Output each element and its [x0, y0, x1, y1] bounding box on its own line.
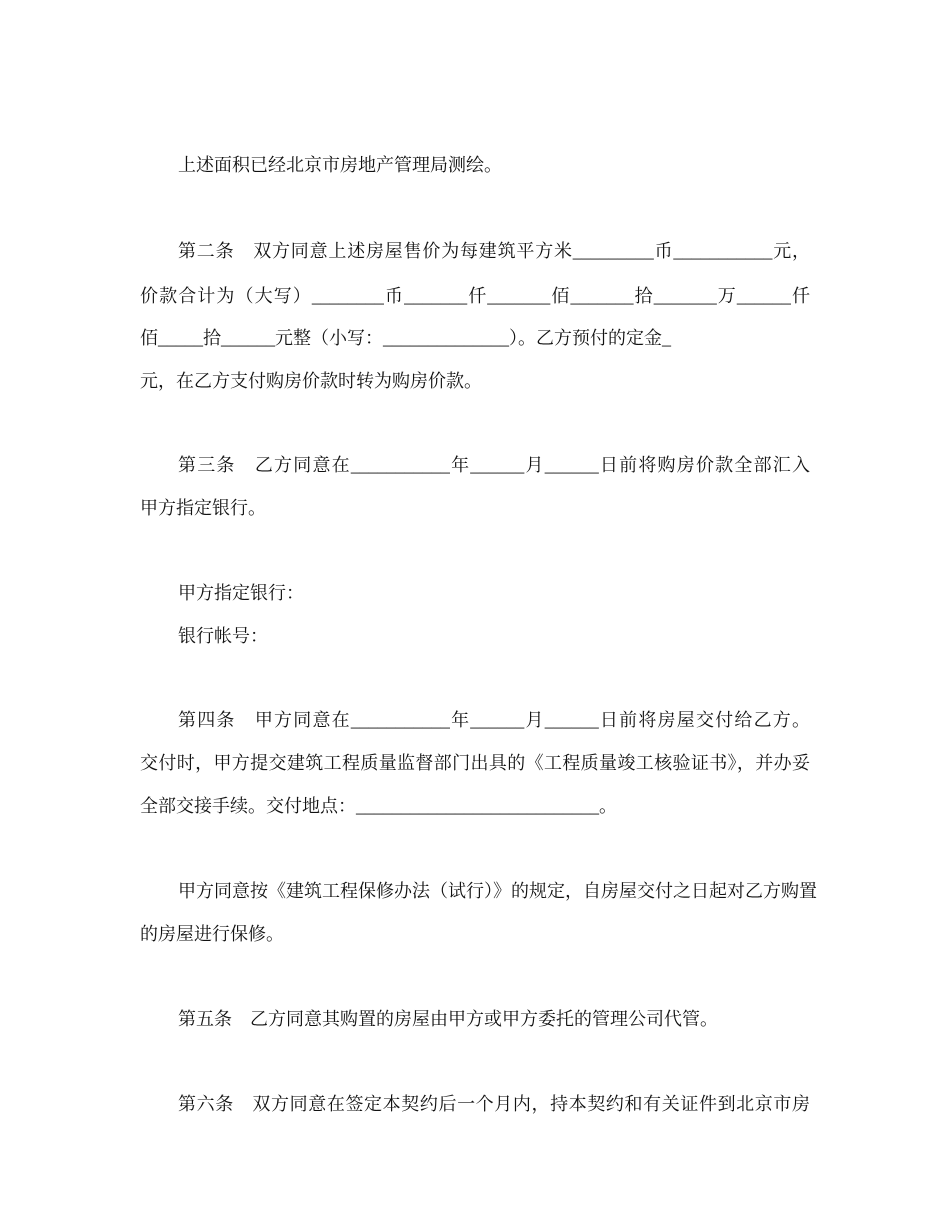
paragraph-area-survey: 上述面积已经北京市房地产管理局测绘。: [178, 155, 502, 175]
article-3-line-2: 甲方指定银行。: [140, 498, 266, 518]
article-2-line-4: 元，在乙方支付购房价款时转为购房价款。: [140, 371, 482, 391]
warranty-line-1: 甲方同意按《建筑工程保修办法（试行）》的规定，自房屋交付之日起对乙方购置: [178, 881, 817, 901]
warranty-line-2: 的房屋进行保修。: [140, 924, 284, 944]
article-3-line-1: 第三条 乙方同意在___________年______月______日前将购房价款全部汇入: [178, 455, 810, 475]
article-4-line-3: 全部交接手续。交付地点：___________________________。: [140, 796, 617, 816]
article-2-line-2: 价款合计为（大写）________币_______仟_______佰_______拾_______万______仟: [140, 286, 810, 306]
article-4-line-1: 第四条 甲方同意在___________年______月______日前将房屋交付给乙方。: [178, 710, 810, 730]
article-6-line-1: 第六条 双方同意在签定本契约后一个月内，持本契约和有关证件到北京市房: [178, 1094, 810, 1114]
article-5: 第五条 乙方同意其购置的房屋由甲方或甲方委托的管理公司代管。: [178, 1009, 718, 1029]
article-4-line-2: 交付时，甲方提交建筑工程质量监督部门出具的《工程质量竣工核验证书》，并办妥: [140, 753, 810, 773]
bank-account-label: 银行帐号：: [178, 626, 268, 646]
designated-bank-label: 甲方指定银行：: [178, 583, 304, 603]
article-2-line-1: 第二条 双方同意上述房屋售价为每建筑平方米_________币___________元，: [178, 241, 810, 261]
article-2-line-3: 佰_____拾______元整（小写：______________）。乙方预付的定金_: [140, 328, 671, 348]
